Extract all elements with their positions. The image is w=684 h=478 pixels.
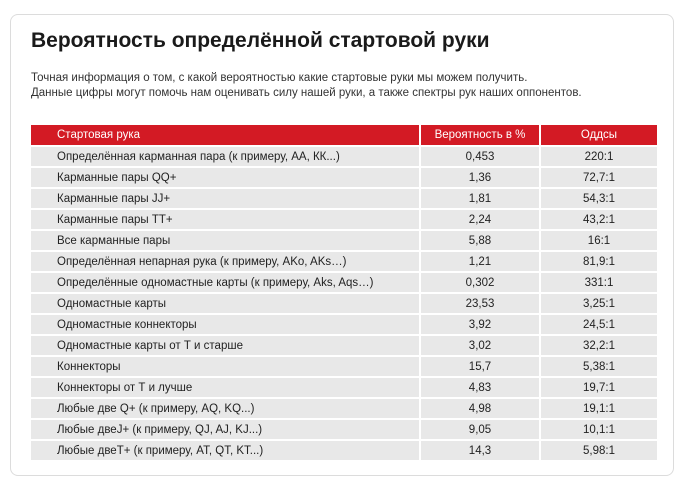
table-row [31,273,657,292]
starting-hands-table [31,123,657,462]
cell-odds: 54,3:1 [539,189,657,208]
cell-probability: 0,302 [419,273,539,292]
table-header-row [31,125,657,145]
cell-odds: 32,2:1 [539,336,657,355]
cell-hand: Карманные пары JJ+ [31,189,419,208]
cell-odds: 19,1:1 [539,399,657,418]
cell-probability: 4,83 [419,378,539,397]
table-row [31,357,657,376]
cell-hand: Одномастные карты [31,294,419,313]
content-card [10,14,674,476]
cell-probability: 1,81 [419,189,539,208]
cell-probability: 1,21 [419,252,539,271]
table-row [31,336,657,355]
table-row [31,294,657,313]
cell-probability: 14,3 [419,441,539,460]
cell-odds: 24,5:1 [539,315,657,334]
cell-odds: 72,7:1 [539,168,657,187]
cell-hand: Одномастные коннекторы [31,315,419,334]
cell-hand: Карманные пары TT+ [31,210,419,229]
table-row [31,189,657,208]
cell-hand: Карманные пары QQ+ [31,168,419,187]
cell-hand: Коннекторы [31,357,419,376]
cell-odds: 10,1:1 [539,420,657,439]
cell-odds: 331:1 [539,273,657,292]
intro-text [31,71,582,101]
cell-probability: 1,36 [419,168,539,187]
cell-hand: Любые двеJ+ (к примеру, QJ, AJ, KJ...) [31,420,419,439]
header-starting-hand: Стартовая рука [31,125,419,145]
table-row [31,231,657,250]
cell-probability: 0,453 [419,147,539,166]
table-row [31,168,657,187]
cell-hand: Определённая карманная пара (к примеру, АА, КК...) [31,147,419,166]
cell-hand: Коннекторы от Т и лучше [31,378,419,397]
header-odds: Оддсы [539,125,657,145]
cell-hand: Одномастные карты от Т и старше [31,336,419,355]
table-row [31,252,657,271]
intro-line-2: Данные цифры могут помочь нам оценивать силу нашей руки, а также спектры рук наших оппонентов. [31,87,582,99]
cell-probability: 23,53 [419,294,539,313]
cell-odds: 19,7:1 [539,378,657,397]
cell-odds: 16:1 [539,231,657,250]
table-row [31,399,657,418]
cell-odds: 220:1 [539,147,657,166]
table-row [31,378,657,397]
cell-probability: 15,7 [419,357,539,376]
cell-hand: Любые двеT+ (к примеру, AT, QT, KT...) [31,441,419,460]
table-row [31,147,657,166]
table-row [31,441,657,460]
table-row [31,315,657,334]
cell-hand: Любые две Q+ (к примеру, AQ, KQ...) [31,399,419,418]
cell-probability: 3,02 [419,336,539,355]
cell-probability: 5,88 [419,231,539,250]
cell-hand: Определённые одномастные карты (к примеру, Aks, Aqs…) [31,273,419,292]
header-probability: Вероятность в % [419,125,539,145]
cell-odds: 5,38:1 [539,357,657,376]
cell-odds: 5,98:1 [539,441,657,460]
cell-odds: 3,25:1 [539,294,657,313]
cell-probability: 3,92 [419,315,539,334]
cell-hand: Все карманные пары [31,231,419,250]
cell-probability: 2,24 [419,210,539,229]
cell-odds: 43,2:1 [539,210,657,229]
table-row [31,420,657,439]
cell-odds: 81,9:1 [539,252,657,271]
cell-hand: Определённая непарная рука (к примеру, AKo, AKs…) [31,252,419,271]
cell-probability: 9,05 [419,420,539,439]
table-row [31,210,657,229]
page-title: Вероятность определённой стартовой руки [31,29,490,52]
intro-line-1: Точная информация о том, с какой вероятностью какие стартовые руки мы можем получить. [31,72,528,84]
cell-probability: 4,98 [419,399,539,418]
